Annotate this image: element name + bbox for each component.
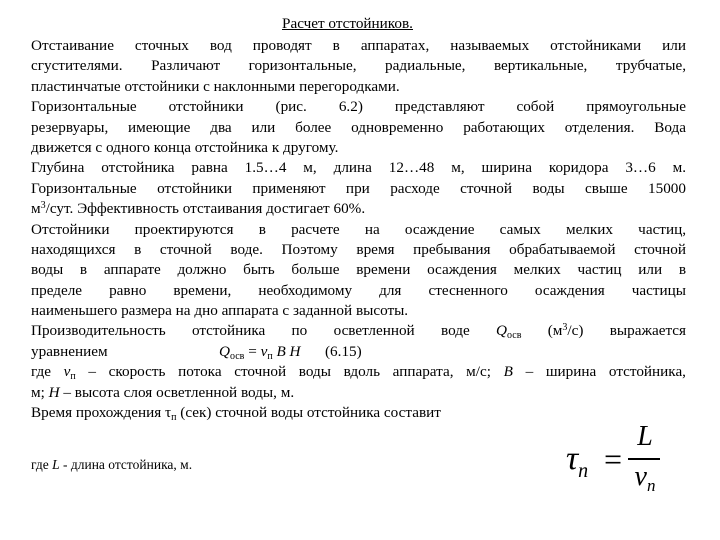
unit-sup: 3 (40, 200, 46, 212)
eq-q-sub: осв (229, 350, 245, 362)
where-text: где (31, 363, 64, 381)
para7-rest: (сек) сточной воды отстойника составит (176, 404, 441, 422)
para7-text: Время прохождения τ (31, 404, 172, 422)
para3-line1: Глубина отстойника равна 1.5…4 м, длина 12…48 м, ширина коридора 3…6 м. (31, 159, 686, 177)
eq-equals: = (244, 342, 261, 360)
unit-sup-2: 3 (562, 322, 568, 334)
formula-den-sub: n (646, 476, 656, 495)
para2-line3: движется с одного конца отстойника к другому. (31, 138, 339, 156)
l-symbol: L (52, 457, 60, 472)
q-symbol: Q (496, 322, 507, 340)
equation-label: уравнением (31, 342, 108, 360)
formula-denominator (626, 462, 664, 501)
para5-line1 (31, 321, 686, 341)
formula-lhs (566, 442, 588, 488)
para6-line2-text: – высота слоя осветленной воды, м. (59, 383, 295, 401)
para3-line2: Горизонтальные отстойники применяют при расходе сточной воды свыше 15000 (31, 179, 686, 197)
para3-line3 (31, 199, 686, 219)
para4-line3: воды в аппарате должно быть больше времени осаждения мелких частиц или в (31, 261, 686, 279)
para6-line1-end: – ширина отстойника, (512, 363, 686, 381)
para1-line1: Отстаивание сточных вод проводят в аппаратах, называемых отстойниками или (31, 37, 686, 54)
document-body (31, 36, 686, 423)
unit-m: м (31, 200, 41, 218)
para7-line1 (31, 403, 686, 423)
v-symbol: v (63, 363, 71, 381)
para6-line2 (31, 383, 686, 403)
para5-text: Производительность отстойника по осветленной воде (31, 322, 470, 340)
eq-v-sub: п (267, 350, 273, 362)
unit-close: /с) выражается (567, 322, 686, 340)
tau-sub: п (171, 412, 177, 424)
para6-line2-start: м; (31, 383, 49, 401)
equation-ref: (6.15) (325, 342, 362, 360)
formula-equals: = (604, 441, 623, 477)
eq-v: v (260, 342, 268, 360)
para6-line1 (31, 362, 686, 382)
formula-tau: τ (566, 440, 579, 477)
unit-open: (м (547, 322, 563, 340)
fraction-bar (628, 458, 660, 460)
para4-line2: находящихся в сточной воде. Поэтому время пребывания обрабатываемой сточной (31, 240, 686, 258)
b-symbol: B (503, 363, 513, 381)
para6-line1-text: – скорость потока сточной воды вдоль аппарата, м/с; (75, 363, 504, 381)
para4-line1: Отстойники проектируются в расчете на осаждение самых мелких частиц, (31, 220, 686, 238)
para1-line3: пластинчатые отстойники с наклонными перегородками. (31, 77, 400, 95)
para4-line5: наименьшего размера на дно аппарата с заданной высоты. (31, 302, 409, 320)
equation-expression (219, 342, 325, 362)
formula-den-v: v (634, 461, 647, 492)
eq-q: Q (219, 342, 230, 360)
para2-line1: Горизонтальные отстойники (рис. 6.2) представляют собой прямоугольные (31, 98, 686, 116)
para2-line2: резервуары, имеющие два или более одновременно работающих отделения. Вода (31, 118, 686, 136)
q-sub: осв (507, 330, 522, 342)
v-sub: п (70, 371, 76, 383)
para4-line4: пределе равно времени, необходимому для стесненного осаждения частицы (31, 281, 686, 299)
time-formula (560, 421, 660, 495)
formula-numerator: L (637, 421, 653, 452)
para3-line3-text: /сут. Эффективность отстаивания достигает 60%. (45, 200, 366, 218)
note-text: - длина отстойника, м. (59, 457, 193, 472)
para1-line2: сгустителями. Различают горизонтальные, радиальные, вертикальные, трубчатые, (31, 57, 686, 75)
h-symbol: H (48, 383, 60, 401)
formula-tau-sub: n (578, 460, 589, 482)
note-prefix: где (31, 457, 53, 472)
equation-line (31, 342, 686, 362)
eq-bh: B H (272, 342, 301, 360)
length-note (31, 455, 192, 475)
page-title: Расчет отстойников. (282, 15, 413, 32)
